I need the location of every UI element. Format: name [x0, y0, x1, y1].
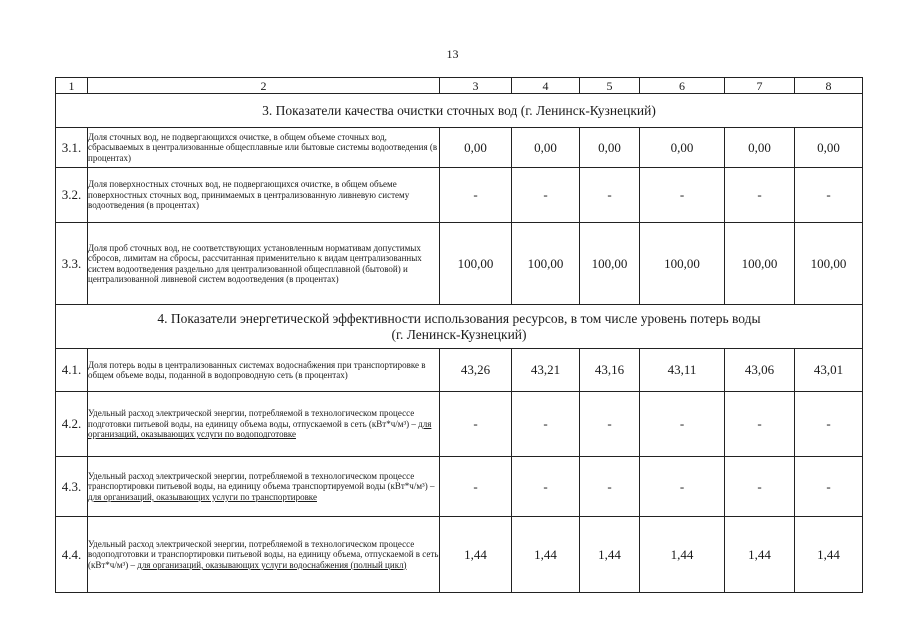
row-number: 4.4. [56, 517, 88, 593]
row-value: - [725, 168, 795, 223]
column-header: 3 [440, 78, 512, 94]
row-value: - [440, 457, 512, 517]
row-value: - [640, 392, 725, 457]
row-description: Доля сточных вод, не подвергающихся очистке, в общем объеме сточных вод, сбрасываемых в централизованные общесплавные или бытовые системы водоотведения (в процентах) [88, 128, 440, 168]
row-value: 100,00 [512, 223, 580, 305]
row-value: 43,26 [440, 349, 512, 392]
row-value: 1,44 [440, 517, 512, 593]
row-value: 1,44 [512, 517, 580, 593]
row-value: 100,00 [640, 223, 725, 305]
section-title-text-line2: (г. Ленинск-Кузнецкий) [391, 326, 527, 342]
section-title-text: 4. Показатели энергетической эффективности использования ресурсов, в том числе уровень потерь воды [157, 310, 761, 326]
section-header-row [56, 305, 863, 349]
table-row [56, 128, 863, 168]
row-value: - [440, 392, 512, 457]
row-value: 0,00 [725, 128, 795, 168]
row-description: Доля поверхностных сточных вод, не подвергающихся очистке, в общем объеме поверхностных сточных вод, принимаемых в централизованную ливневую систему водоотведения (в процентах) [88, 168, 440, 223]
row-value: - [512, 392, 580, 457]
row-value: - [512, 457, 580, 517]
row-value: 43,21 [512, 349, 580, 392]
row-value: 43,01 [795, 349, 863, 392]
table-row [56, 349, 863, 392]
column-header: 5 [580, 78, 640, 94]
table-row [56, 392, 863, 457]
column-header: 1 [56, 78, 88, 94]
section-title [56, 305, 863, 349]
row-value: 43,06 [725, 349, 795, 392]
row-value: 1,44 [725, 517, 795, 593]
row-value: 1,44 [580, 517, 640, 593]
row-value: 100,00 [440, 223, 512, 305]
table-row [56, 223, 863, 305]
row-value: 0,00 [580, 128, 640, 168]
row-description: Доля потерь воды в централизованных системах водоснабжения при транспортировке в общем объеме воды, поданной в водопроводную сеть (в процентах) [88, 349, 440, 392]
column-header: 8 [795, 78, 863, 94]
column-header: 6 [640, 78, 725, 94]
row-value: 0,00 [795, 128, 863, 168]
row-value: - [512, 168, 580, 223]
row-value: - [795, 457, 863, 517]
table-row [56, 457, 863, 517]
row-number: 4.3. [56, 457, 88, 517]
row-value: 0,00 [440, 128, 512, 168]
indicators-table [55, 77, 863, 593]
row-value: - [640, 457, 725, 517]
row-value: 43,16 [580, 349, 640, 392]
row-value: 1,44 [795, 517, 863, 593]
table-row [56, 168, 863, 223]
row-description: Доля проб сточных вод, не соответствующих установленным нормативам допустимых сбросов, лимитам на сбросы, рассчитанная применительно к видам централизованных систем водоотведения раздельно для централизованной общесплавной (бытовой) и централизованной ливневой систем водоотведения (в процентах) [88, 223, 440, 305]
table-row [56, 517, 863, 593]
row-value: 0,00 [640, 128, 725, 168]
row-value: 43,11 [640, 349, 725, 392]
row-number: 3.3. [56, 223, 88, 305]
row-value: 100,00 [580, 223, 640, 305]
row-description: Удельный расход электрической энергии, потребляемой в технологическом процессе водоподготовки и транспортировки питьевой воды, на единицу объема, отпускаемой в сеть (кВт*ч/м³) – для организаций, оказывающих услуги водоснабжения (полный цикл) [88, 517, 440, 593]
section-title-text: 3. Показатели качества очистки сточных вод (г. Ленинск-Кузнецкий) [262, 102, 656, 118]
column-header: 2 [88, 78, 440, 94]
row-value: 0,00 [512, 128, 580, 168]
section-title [56, 94, 863, 128]
column-header: 4 [512, 78, 580, 94]
row-value: 1,44 [640, 517, 725, 593]
row-value: - [440, 168, 512, 223]
page-number: 13 [446, 47, 459, 61]
row-number: 4.1. [56, 349, 88, 392]
row-value: - [580, 457, 640, 517]
row-value: - [580, 168, 640, 223]
column-header-row [56, 78, 863, 94]
row-number: 3.2. [56, 168, 88, 223]
row-value: 100,00 [725, 223, 795, 305]
row-value: 100,00 [795, 223, 863, 305]
row-value: - [580, 392, 640, 457]
row-description: Удельный расход электрической энергии, потребляемой в технологическом процессе транспортировки питьевой воды, на единицу объема транспортируемой воды (кВт*ч/м³) – для организаций, оказывающих услуги по транспортировке [88, 457, 440, 517]
column-header: 7 [725, 78, 795, 94]
row-value: - [795, 392, 863, 457]
row-value: - [725, 457, 795, 517]
row-number: 4.2. [56, 392, 88, 457]
row-value: - [640, 168, 725, 223]
row-value: - [725, 392, 795, 457]
row-description: Удельный расход электрической энергии, потребляемой в технологическом процессе подготовки питьевой воды, на единицу объема воды, отпускаемой в сеть (кВт*ч/м³) – для организаций, оказывающих услуги по водоподготовке [88, 392, 440, 457]
row-value: - [795, 168, 863, 223]
section-header-row [56, 94, 863, 128]
row-number: 3.1. [56, 128, 88, 168]
